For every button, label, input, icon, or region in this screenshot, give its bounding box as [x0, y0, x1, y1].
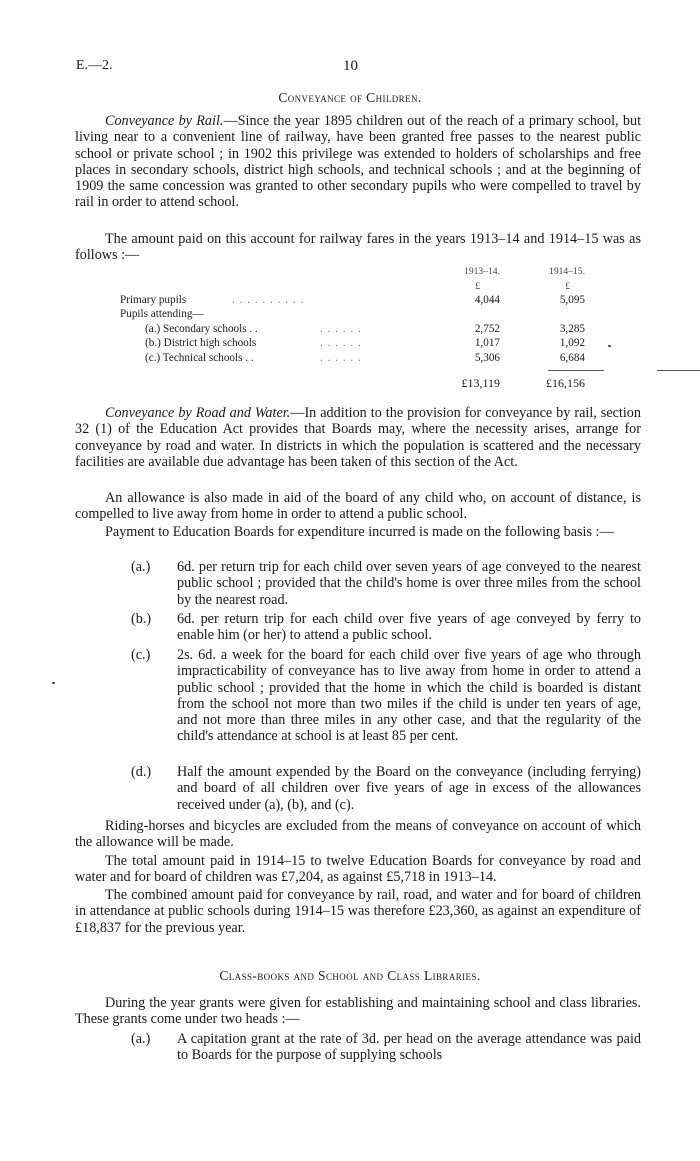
list-item [131, 764, 641, 813]
total-rule [657, 370, 700, 371]
item-text: 2s. 6d. a week for the board for each child over five years of age who through impracticability of conveyance has to live away from home in order to attend a public school ; provided that the home in which the child is boarded is distant from the school not more than two miles if the child is under ten years of age, and not more than three miles in any other case, and that the regularity of the child's attendance at school is at least 85 per cent. [177, 647, 641, 745]
table-rule-row [120, 366, 600, 376]
list-item [131, 559, 641, 608]
paragraph-railway-fares: The amount paid on this account for railway fares in the years 1913–14 and 1914–15 was as follows :— [75, 231, 641, 264]
row-label: Pupils attending— [120, 308, 204, 321]
item-label: (a.) [131, 559, 151, 575]
paragraph-conveyance-by-road [75, 405, 641, 470]
column-header: 1913–14. [464, 266, 500, 277]
table-row [120, 307, 600, 322]
table-row [120, 322, 600, 337]
item-label: (b.) [131, 611, 152, 627]
list-item [131, 1031, 641, 1064]
row-label: (c.) Technical schools . . [145, 351, 254, 364]
row-leader: . . . . . . [320, 337, 362, 350]
row-label: (a.) Secondary schools . . [145, 322, 258, 335]
cell-1913: 4,044 [474, 293, 500, 306]
column-unit: £ [475, 280, 480, 292]
paragraph-payment-basis: Payment to Education Boards for expenditure incurred is made on the following basis :— [105, 524, 614, 540]
column-header: 1914–15. [549, 266, 585, 277]
row-leader: . . . . . . . . . . [232, 293, 305, 306]
cell-1914: 5,095 [559, 293, 585, 306]
paragraph-lead: Conveyance by Rail. [105, 113, 224, 129]
column-unit: £ [565, 280, 570, 292]
paragraph-library-grants: During the year grants were given for establishing and maintaining school and class libraries. These grants come under two heads :— [75, 995, 641, 1028]
item-label: (a.) [131, 1031, 151, 1047]
page-number: 10 [343, 58, 358, 74]
table-row [120, 351, 600, 366]
railway-fares-table [120, 265, 600, 390]
list-item [131, 611, 641, 644]
cell-1914: 6,684 [559, 351, 585, 364]
total-1913: £13,119 [461, 375, 500, 390]
paragraph-body: —In addition to the provision for conveyance by rail, section 32 (1) of the Education Act provides that Boards may, where the necessity arises, arrange for conveyance by road and water. In districts in which the population is scattered and the necessary facilities are available due advantage has been taken of this section of the Act. [75, 405, 641, 470]
table-units-row [120, 280, 600, 293]
paragraph-combined-amount: The combined amount paid for conveyance by rail, road, and water and for board of children in attendance at public schools during 1914–15 was therefore £23,360, as against an expenditure of £18,837 for the previous year. [75, 887, 641, 936]
item-text: A capitation grant at the rate of 3d. per head on the average attendance was paid to Boards for the purpose of supplying schools [177, 1031, 641, 1064]
cell-1913: 5,306 [474, 351, 500, 364]
row-leader: . . . . . . [320, 351, 362, 364]
table-row [120, 293, 600, 308]
paragraph-board-allowance: An allowance is also made in aid of the board of any child who, on account of distance, is compelled to live away from home in order to attend a public school. [75, 490, 641, 523]
list-item [131, 647, 641, 745]
item-text: 6d. per return trip for each child over five years of age conveyed by ferry to enable him (or her) to attend a public school. [177, 611, 641, 644]
print-speck [52, 682, 55, 684]
row-leader: . . . . . . [320, 322, 362, 335]
paragraph-body: —Since the year 1895 children out of the reach of a primary school, but living near to a convenient line of railway, have been granted free passes to the nearest public school or private school ; in 1902 this privilege was extended to holders of scholarships and free places in secondary schools, district high schools, and technical schools ; and at the beginning of 1909 the same concession was granted to other secondary pupils who were compelled to travel by rail in order to attend school. [75, 113, 642, 211]
table-row [120, 336, 600, 351]
paragraph-conveyance-by-rail [75, 113, 641, 211]
item-text: 6d. per return trip for each child over seven years of age conveyed to the nearest public school ; provided that the child's home is over three miles from the school by the nearest road. [177, 559, 641, 608]
row-label: (b.) District high schools [145, 337, 257, 350]
table-total-row [120, 376, 600, 391]
section-title-conveyance: Conveyance of Children. [278, 90, 422, 105]
paragraph-lead: Conveyance by Road and Water. [105, 405, 291, 421]
row-label: Primary pupils [120, 293, 187, 306]
cell-1913: 1,017 [474, 337, 500, 350]
print-speck [608, 345, 611, 347]
table-header-row [120, 265, 600, 280]
item-text: Half the amount expended by the Board on the conveyance (including ferrying) and board of all children over five years of age in excess of the allowances received under (a), (b), and (c). [177, 764, 641, 813]
total-rule [548, 370, 604, 371]
cell-1913: 2,752 [474, 322, 500, 335]
item-label: (c.) [131, 647, 151, 663]
item-label: (d.) [131, 764, 152, 780]
total-1914: £16,156 [546, 375, 585, 390]
paragraph-riding-horses: Riding-horses and bicycles are excluded from the means of conveyance on account of which the allowance will be made. [75, 818, 641, 851]
section-title-libraries: Class-books and School and Class Libraries. [219, 968, 481, 983]
paragraph-total-amount: The total amount paid in 1914–15 to twelve Education Boards for conveyance by road and water and for board of children was £7,204, as against £5,718 in 1913–14. [75, 853, 641, 886]
cell-1914: 1,092 [559, 337, 585, 350]
cell-1914: 3,285 [559, 322, 585, 335]
document-reference: E.—2. [76, 58, 113, 73]
